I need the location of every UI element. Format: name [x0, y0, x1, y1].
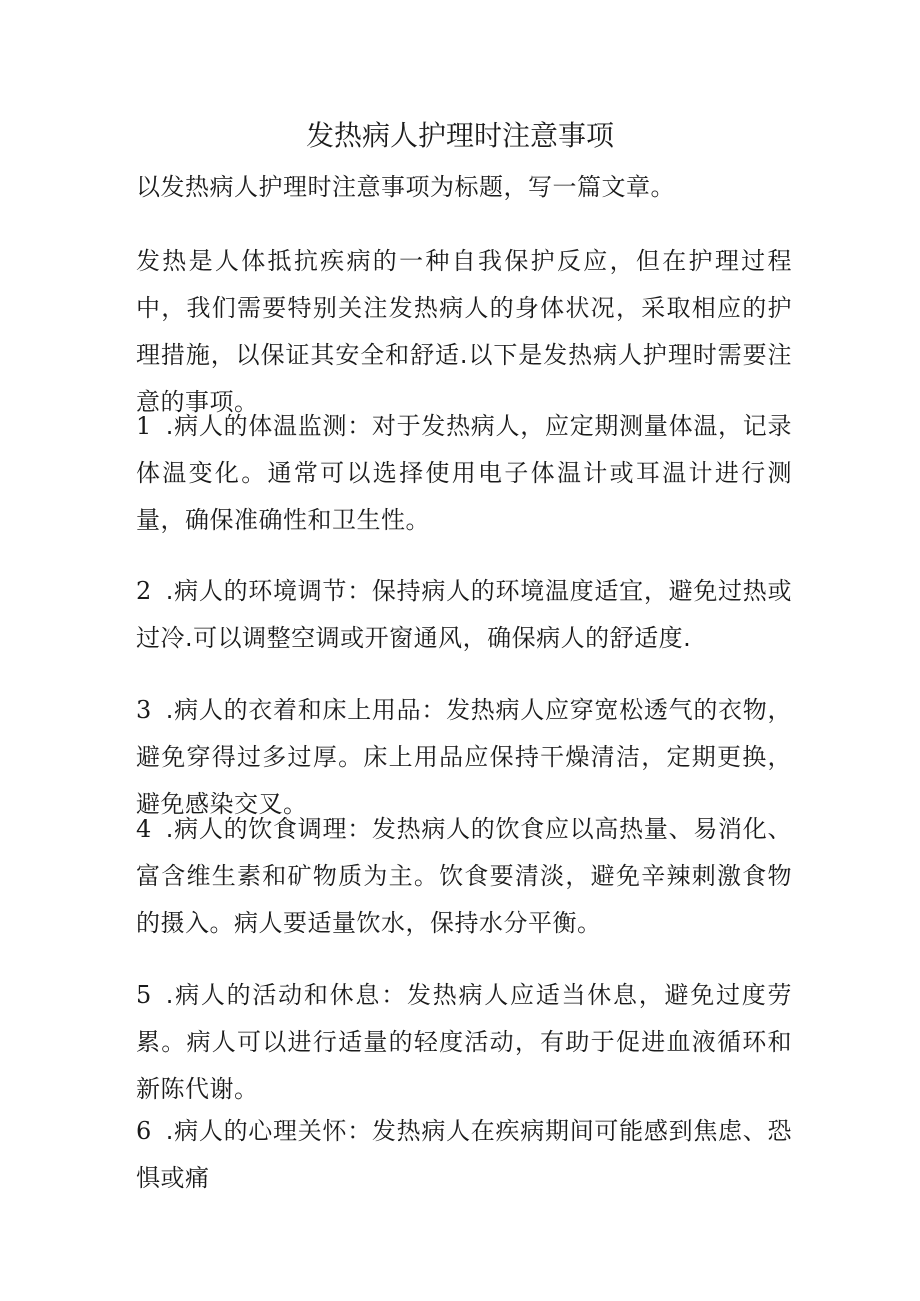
list-item-text: .病人的心理关怀：发热病人在疾病期间可能感到焦虑、恐惧或痛: [136, 1117, 792, 1192]
list-item-text: .病人的活动和休息：发热病人应适当休息，避免过度劳累。病人可以进行适量的轻度活动，有助于促进血液循环和新陈代谢。: [136, 981, 792, 1103]
list-item-number: 2: [136, 577, 152, 605]
page-title: 发热病人护理时注意事项: [305, 119, 614, 152]
list-item: [136, 972, 792, 1113]
list-item-number: 4: [136, 815, 152, 843]
list-item-text: .病人的饮食调理：发热病人的饮食应以高热量、易消化、富含维生素和矿物质为主。饮食要清淡，避免辛辣刺激食物的摄入。病人要适量饮水，保持水分平衡。: [136, 815, 792, 937]
list-item-text: .病人的环境调节：保持病人的环境温度适宜，避免过热或过冷.可以调整空调或开窗通风，确保病人的舒适度.: [136, 577, 792, 652]
list-item: [136, 806, 792, 947]
list-item-text: .病人的体温监测：对于发热病人，应定期测量体温，记录体温变化。通常可以选择使用电子体温计或耳温计进行测量，确保准确性和卫生性。: [136, 412, 792, 534]
intro-paragraph: 发热是人体抵抗疾病的一种自我保护反应，但在护理过程中，我们需要特别关注发热病人的身体状况，采取相应的护理措施，以保证其安全和舒适.以下是发热病人护理时需要注意的事项。: [136, 247, 792, 416]
list-item: [136, 403, 792, 544]
list-item-text: .病人的衣着和床上用品：发热病人应穿宽松透气的衣物，避免穿得过多过厚。床上用品应保持干燥清洁，定期更换，避免感染交叉。: [136, 696, 792, 818]
list-item-number: 6: [136, 1117, 152, 1145]
list-item-number: 3: [136, 696, 152, 724]
prompt-paragraph: 以发热病人护理时注意事项为标题，写一篇文章。: [136, 173, 675, 201]
list-item: [136, 568, 792, 662]
list-item-number: 5: [136, 981, 152, 1009]
list-item-number: 1: [136, 412, 152, 440]
list-item: [136, 1108, 792, 1202]
